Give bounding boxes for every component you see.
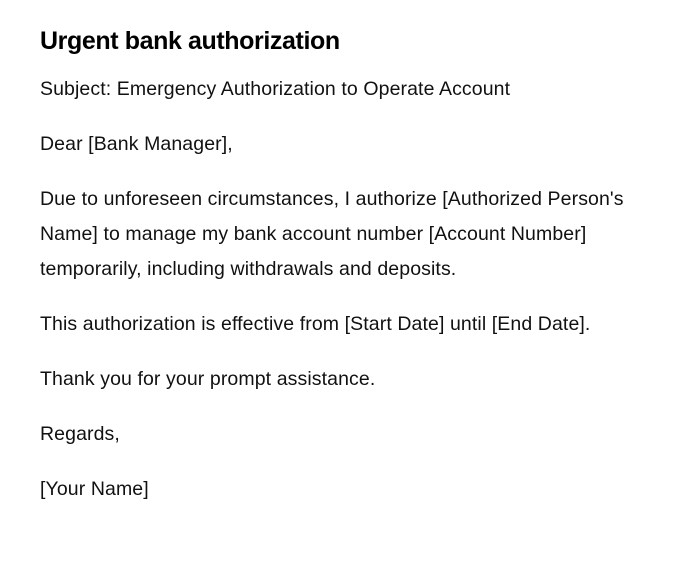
body-paragraph-1: Due to unforeseen circumstances, I authorize [Authorized Person's Name] to manage my bank account number [Account Number] temporarily, including withdrawals and deposits. <box>40 188 624 280</box>
signature: [Your Name] <box>40 478 149 500</box>
document-title: Urgent bank authorization <box>40 27 340 55</box>
letter-document <box>40 24 660 527</box>
closing-thanks: Thank you for your prompt assistance. <box>40 368 376 390</box>
subject-line: Subject: Emergency Authorization to Operate Account <box>40 78 511 100</box>
body-paragraph-2: This authorization is effective from [Start Date] until [End Date]. <box>40 313 591 335</box>
salutation: Dear [Bank Manager], <box>40 133 233 155</box>
sign-off: Regards, <box>40 423 120 445</box>
